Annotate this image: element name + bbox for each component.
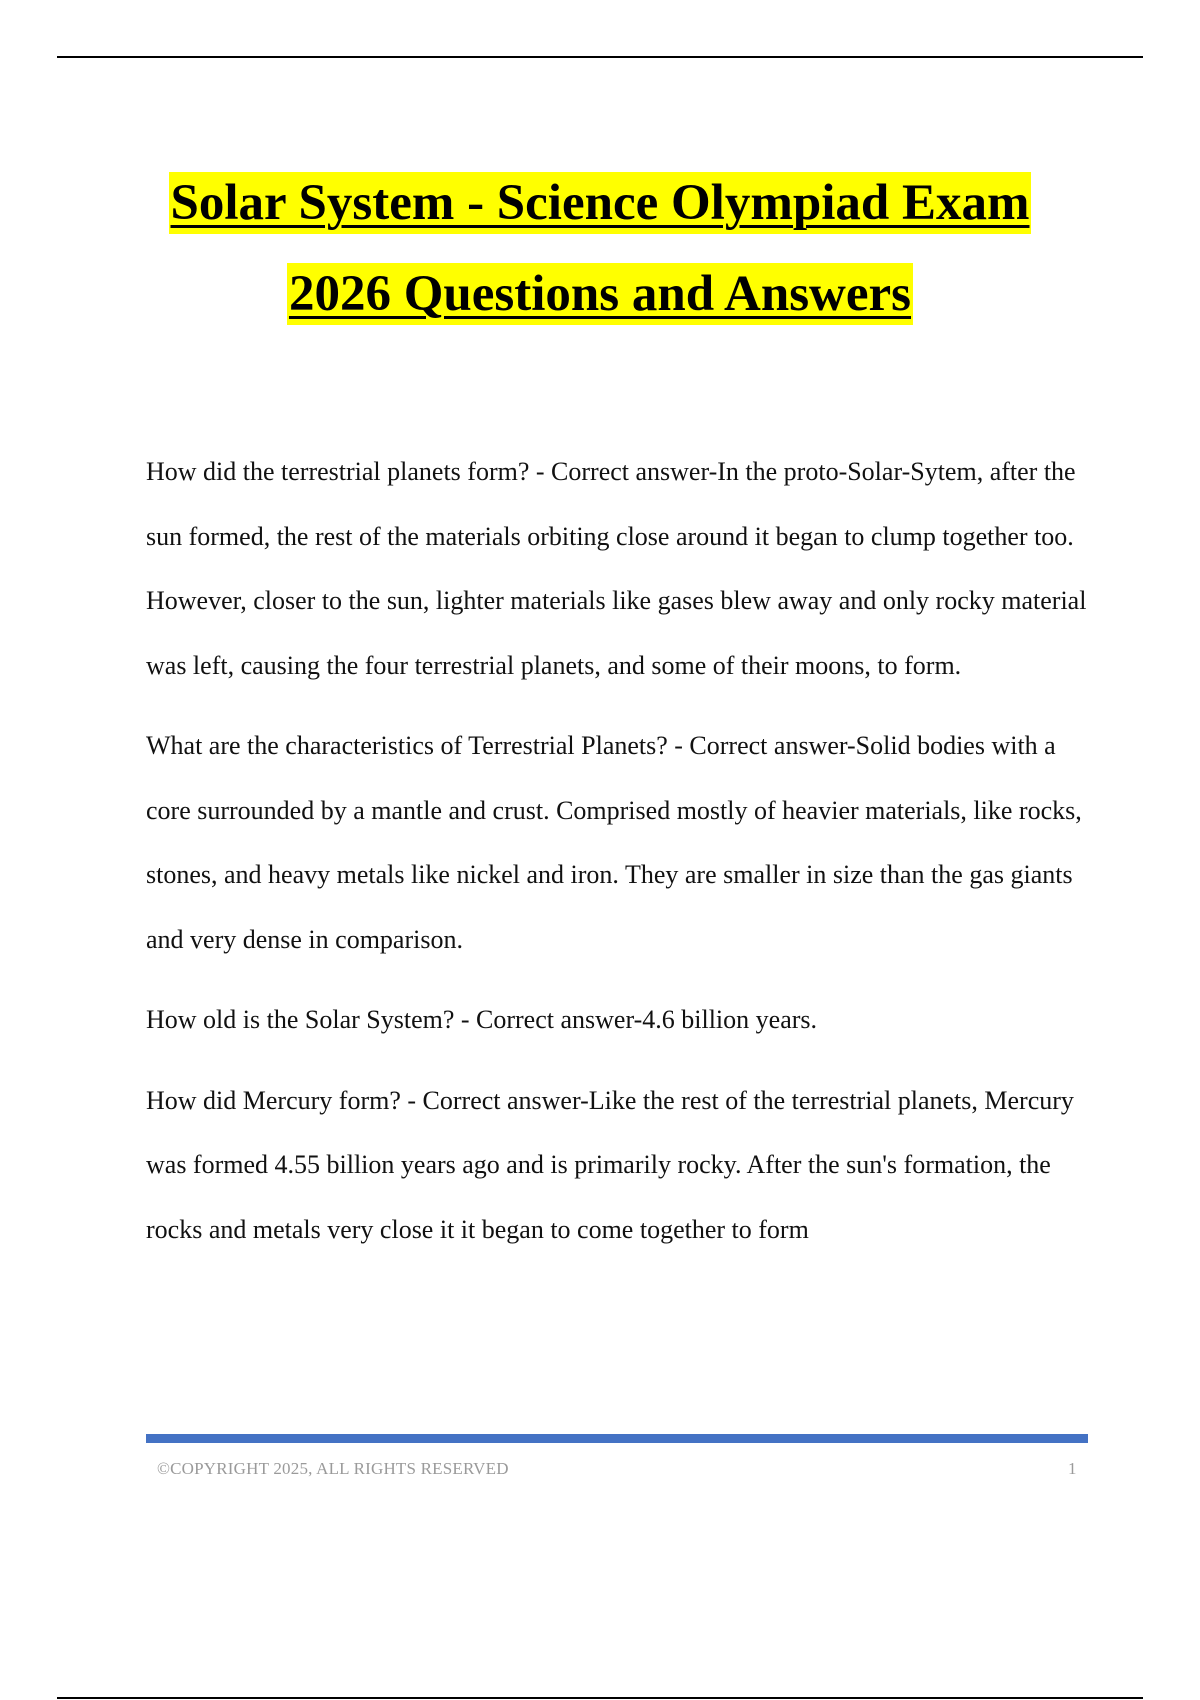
qa-item-terrestrial-formation: How did the terrestrial planets form? - Correct answer-In the proto-Solar-Sytem, after the sun formed, the rest of the materials orbiting close around it began to clump together too. However, closer to the sun, lighter materials like gases blew away and only rocky material was left, causing the four terrestrial planets, and some of their moons, to form. [146,457,1087,680]
top-rule [57,56,1143,58]
title-line-1: Solar System - Science Olympiad Exam [169,172,1032,234]
footer-copyright: ©COPYRIGHT 2025, ALL RIGHTS RESERVED [157,1459,509,1478]
footer-bar [146,1434,1088,1443]
document-title [0,172,1200,354]
title-line-2: 2026 Questions and Answers [287,263,913,325]
page-number: 1 [1068,1459,1077,1478]
bottom-rule [57,1697,1143,1699]
qa-item-terrestrial-characteristics: What are the characteristics of Terrestrial Planets? - Correct answer-Solid bodies with a core surrounded by a mantle and crust. Comprised mostly of heavier materials, like rocks, stones, and heavy metals like nickel and iron. They are smaller in size than the gas giants and very dense in comparison. [146,731,1082,954]
qa-item-solar-system-age: How old is the Solar System? - Correct answer-4.6 billion years. [146,1005,818,1034]
qa-item-mercury-formation: How did Mercury form? - Correct answer-Like the rest of the terrestrial planets, Mercury was formed 4.55 billion years ago and is primarily rocky. After the sun's formation, the rocks and metals very close it it began to come together to form [146,1085,1074,1244]
qa-content [146,440,1096,1278]
